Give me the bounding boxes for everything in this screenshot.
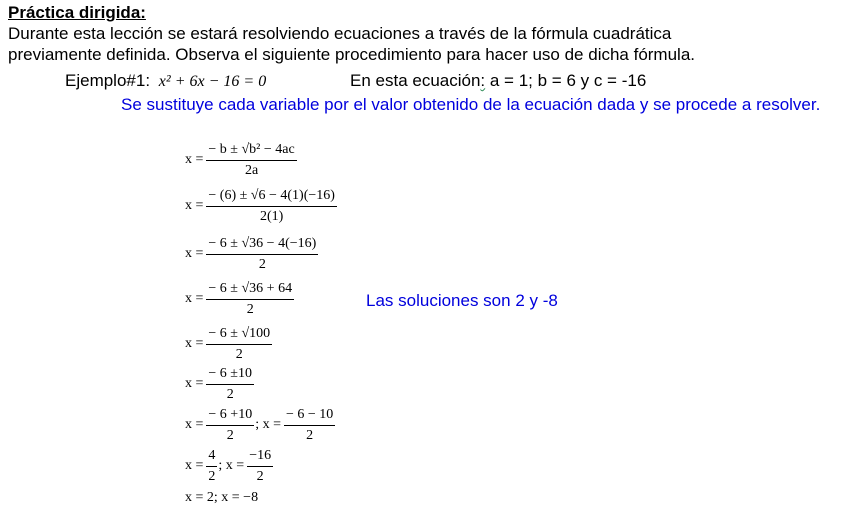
step-fraction [206,187,337,226]
step-lhs: x = [185,458,204,473]
step-fraction [206,235,318,274]
step-lhs: x = [185,336,204,351]
step-lhs: x = [185,376,204,391]
step-lhs: x = [185,198,204,213]
variable-values-colon: : [480,71,486,90]
fraction-denominator: 2 [235,346,243,362]
fraction-numerator: − (6) ± √6 − 4(1)(−16) [206,187,337,207]
step-fraction [206,325,272,364]
variable-values [350,70,646,92]
step-2 [185,186,338,226]
variable-values-prefix: En esta ecuación [350,71,481,90]
fraction-denominator: 2 [246,301,254,317]
step-fraction-b [284,406,335,445]
intro-line-1: Durante esta lección se estará resolviendo ecuaciones a través de la fórmula cuadrática [8,24,672,43]
fraction-numerator: 4 [206,447,217,467]
instruction-note: Se sustituye cada variable por el valor obtenido de la ecuación dada y se procede a resolver. [121,95,821,114]
fraction-denominator: 2 [256,468,264,484]
step-4 [185,279,295,319]
step-5 [185,324,273,364]
fraction-numerator: −16 [247,447,273,467]
fraction-numerator: − 6 ± √36 − 4(−16) [206,235,318,255]
fraction-numerator: − b ± √b² − 4ac [206,141,296,161]
step-6 [185,364,255,404]
section-title: Práctica dirigida: [8,3,146,22]
fraction-denominator: 2 [208,468,216,484]
step-fraction [206,365,254,404]
fraction-denominator: 2 [306,427,314,443]
fraction-denominator: 2(1) [260,208,284,224]
step-separator: ; x = [255,417,281,432]
fraction-denominator: 2a [244,162,259,178]
step-3 [185,234,319,274]
variable-values-list: a = 1; b = 6 y c = -16 [485,71,647,90]
step-1 [185,140,298,180]
step-separator: ; x = [218,458,245,473]
fraction-denominator: 2 [258,256,266,272]
step-fraction-a [206,406,254,445]
fraction-numerator: − 6 ± √36 + 64 [206,280,294,300]
step-7 [185,405,336,445]
step-lhs: x = [185,246,204,261]
step-fraction [206,280,294,319]
fraction-numerator: − 6 − 10 [284,406,335,426]
example-label: Ejemplo#1: [65,71,151,90]
example-row [65,70,647,93]
example-equation: x² + 6x − 16 = 0 [158,73,267,90]
fraction-denominator: 2 [226,386,234,402]
solutions-statement: Las soluciones son 2 y -8 [366,291,558,310]
step-9 [185,478,258,518]
intro-paragraph [8,23,838,65]
fraction-numerator: − 6 ±10 [206,365,254,385]
fraction-denominator: 2 [226,427,234,443]
final-result: x = 2; x = −8 [185,490,259,505]
step-lhs: x = [185,417,204,432]
step-lhs: x = [185,152,204,167]
fraction-numerator: − 6 ± √100 [206,325,272,345]
step-lhs: x = [185,291,204,306]
fraction-numerator: − 6 +10 [206,406,254,426]
intro-line-2: previamente definida. Observa el siguiente procedimiento para hacer uso de dicha fórmula. [8,45,696,64]
step-fraction [206,141,296,180]
